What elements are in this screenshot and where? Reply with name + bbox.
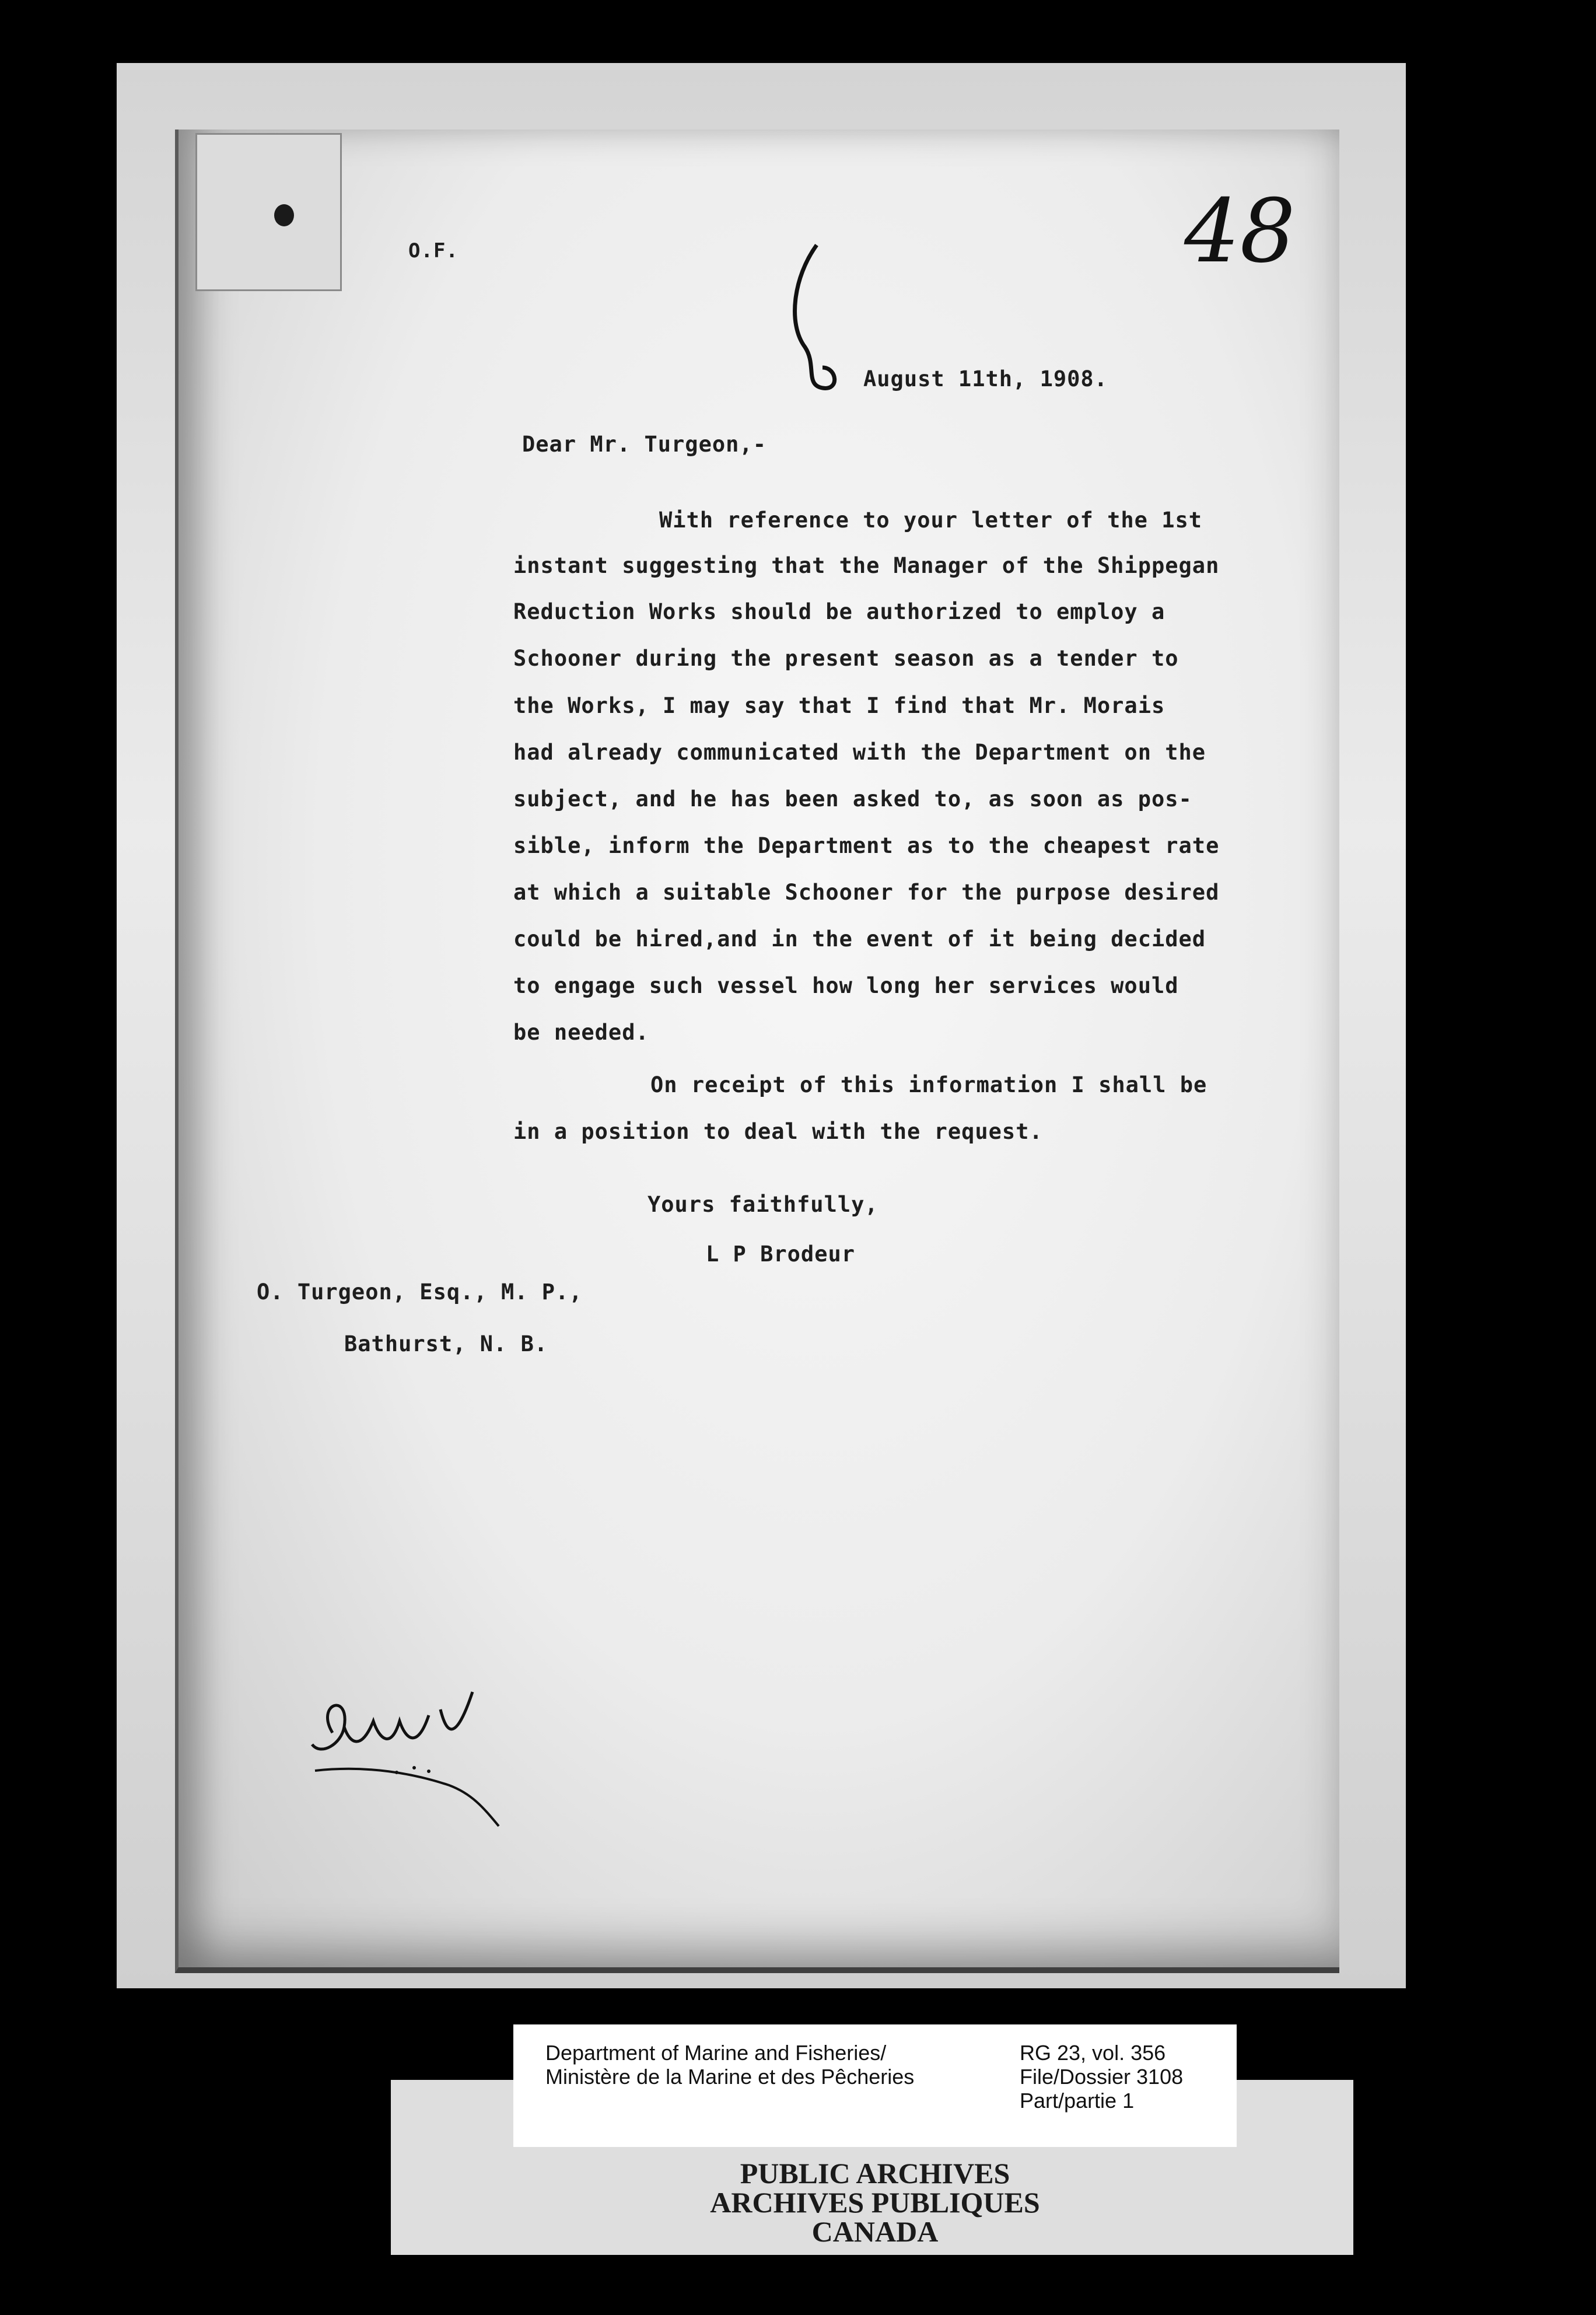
file-tab: [195, 133, 342, 291]
file-mark: O.F.: [408, 239, 459, 263]
archive-stamp-line2: ARCHIVES PUBLIQUES: [710, 2186, 1040, 2219]
salutation: Dear Mr. Turgeon,-: [522, 432, 766, 457]
letter-body-line: With reference to your letter of the 1st: [659, 508, 1203, 533]
letter-body-line: On receipt of this information I shall be: [650, 1072, 1208, 1097]
letter-body-line: Schooner during the present season as a tender to: [513, 646, 1179, 671]
letter-body-line: subject, and he has been asked to, as soon as pos-: [513, 786, 1192, 812]
letter-body-line: instant suggesting that the Manager of the Shippegan: [513, 553, 1220, 578]
label-department-en: Department of Marine and Fisheries/: [545, 2041, 887, 2065]
archive-stamp-line3: CANADA: [811, 2215, 939, 2248]
letter-body-line: at which a suitable Schooner for the purpose desired: [513, 880, 1220, 905]
letter-body-line: Reduction Works should be authorized to employ a: [513, 599, 1166, 624]
letter-body-line: in a position to deal with the request.: [513, 1119, 1043, 1144]
archive-stamp: [642, 2159, 1108, 2246]
letter-body-line: the Works, I may say that I find that Mr. Morais: [513, 693, 1166, 718]
letter-body-line: to engage such vessel how long her services would: [513, 973, 1179, 998]
letter-body-line: could be hired,and in the event of it being decided: [513, 926, 1206, 952]
label-reference: RG 23, vol. 356: [1020, 2041, 1166, 2065]
label-department-fr: Ministère de la Marine et des Pêcheries: [545, 2065, 915, 2089]
punch-hole: [274, 204, 294, 226]
signature: L P Brodeur: [706, 1242, 856, 1267]
label-part: Part/partie 1: [1020, 2089, 1135, 2113]
closing: Yours faithfully,: [648, 1192, 878, 1217]
handwritten-initials-icon: [298, 1669, 531, 1832]
addressee-place: Bathurst, N. B.: [344, 1331, 548, 1356]
addressee-name: O. Turgeon, Esq., M. P.,: [257, 1279, 583, 1305]
letter-date: August 11th, 1908.: [863, 366, 1108, 391]
letter-body-line: sible, inform the Department as to the cheapest rate: [513, 833, 1220, 858]
letter-body-line: be needed.: [513, 1020, 649, 1045]
label-file: File/Dossier 3108: [1020, 2065, 1184, 2089]
page-number: 48: [1184, 181, 1296, 282]
archive-stamp-line1: PUBLIC ARCHIVES: [740, 2157, 1010, 2190]
date-mark-icon: [782, 242, 863, 400]
letter-body-line: had already communicated with the Department on the: [513, 740, 1206, 765]
